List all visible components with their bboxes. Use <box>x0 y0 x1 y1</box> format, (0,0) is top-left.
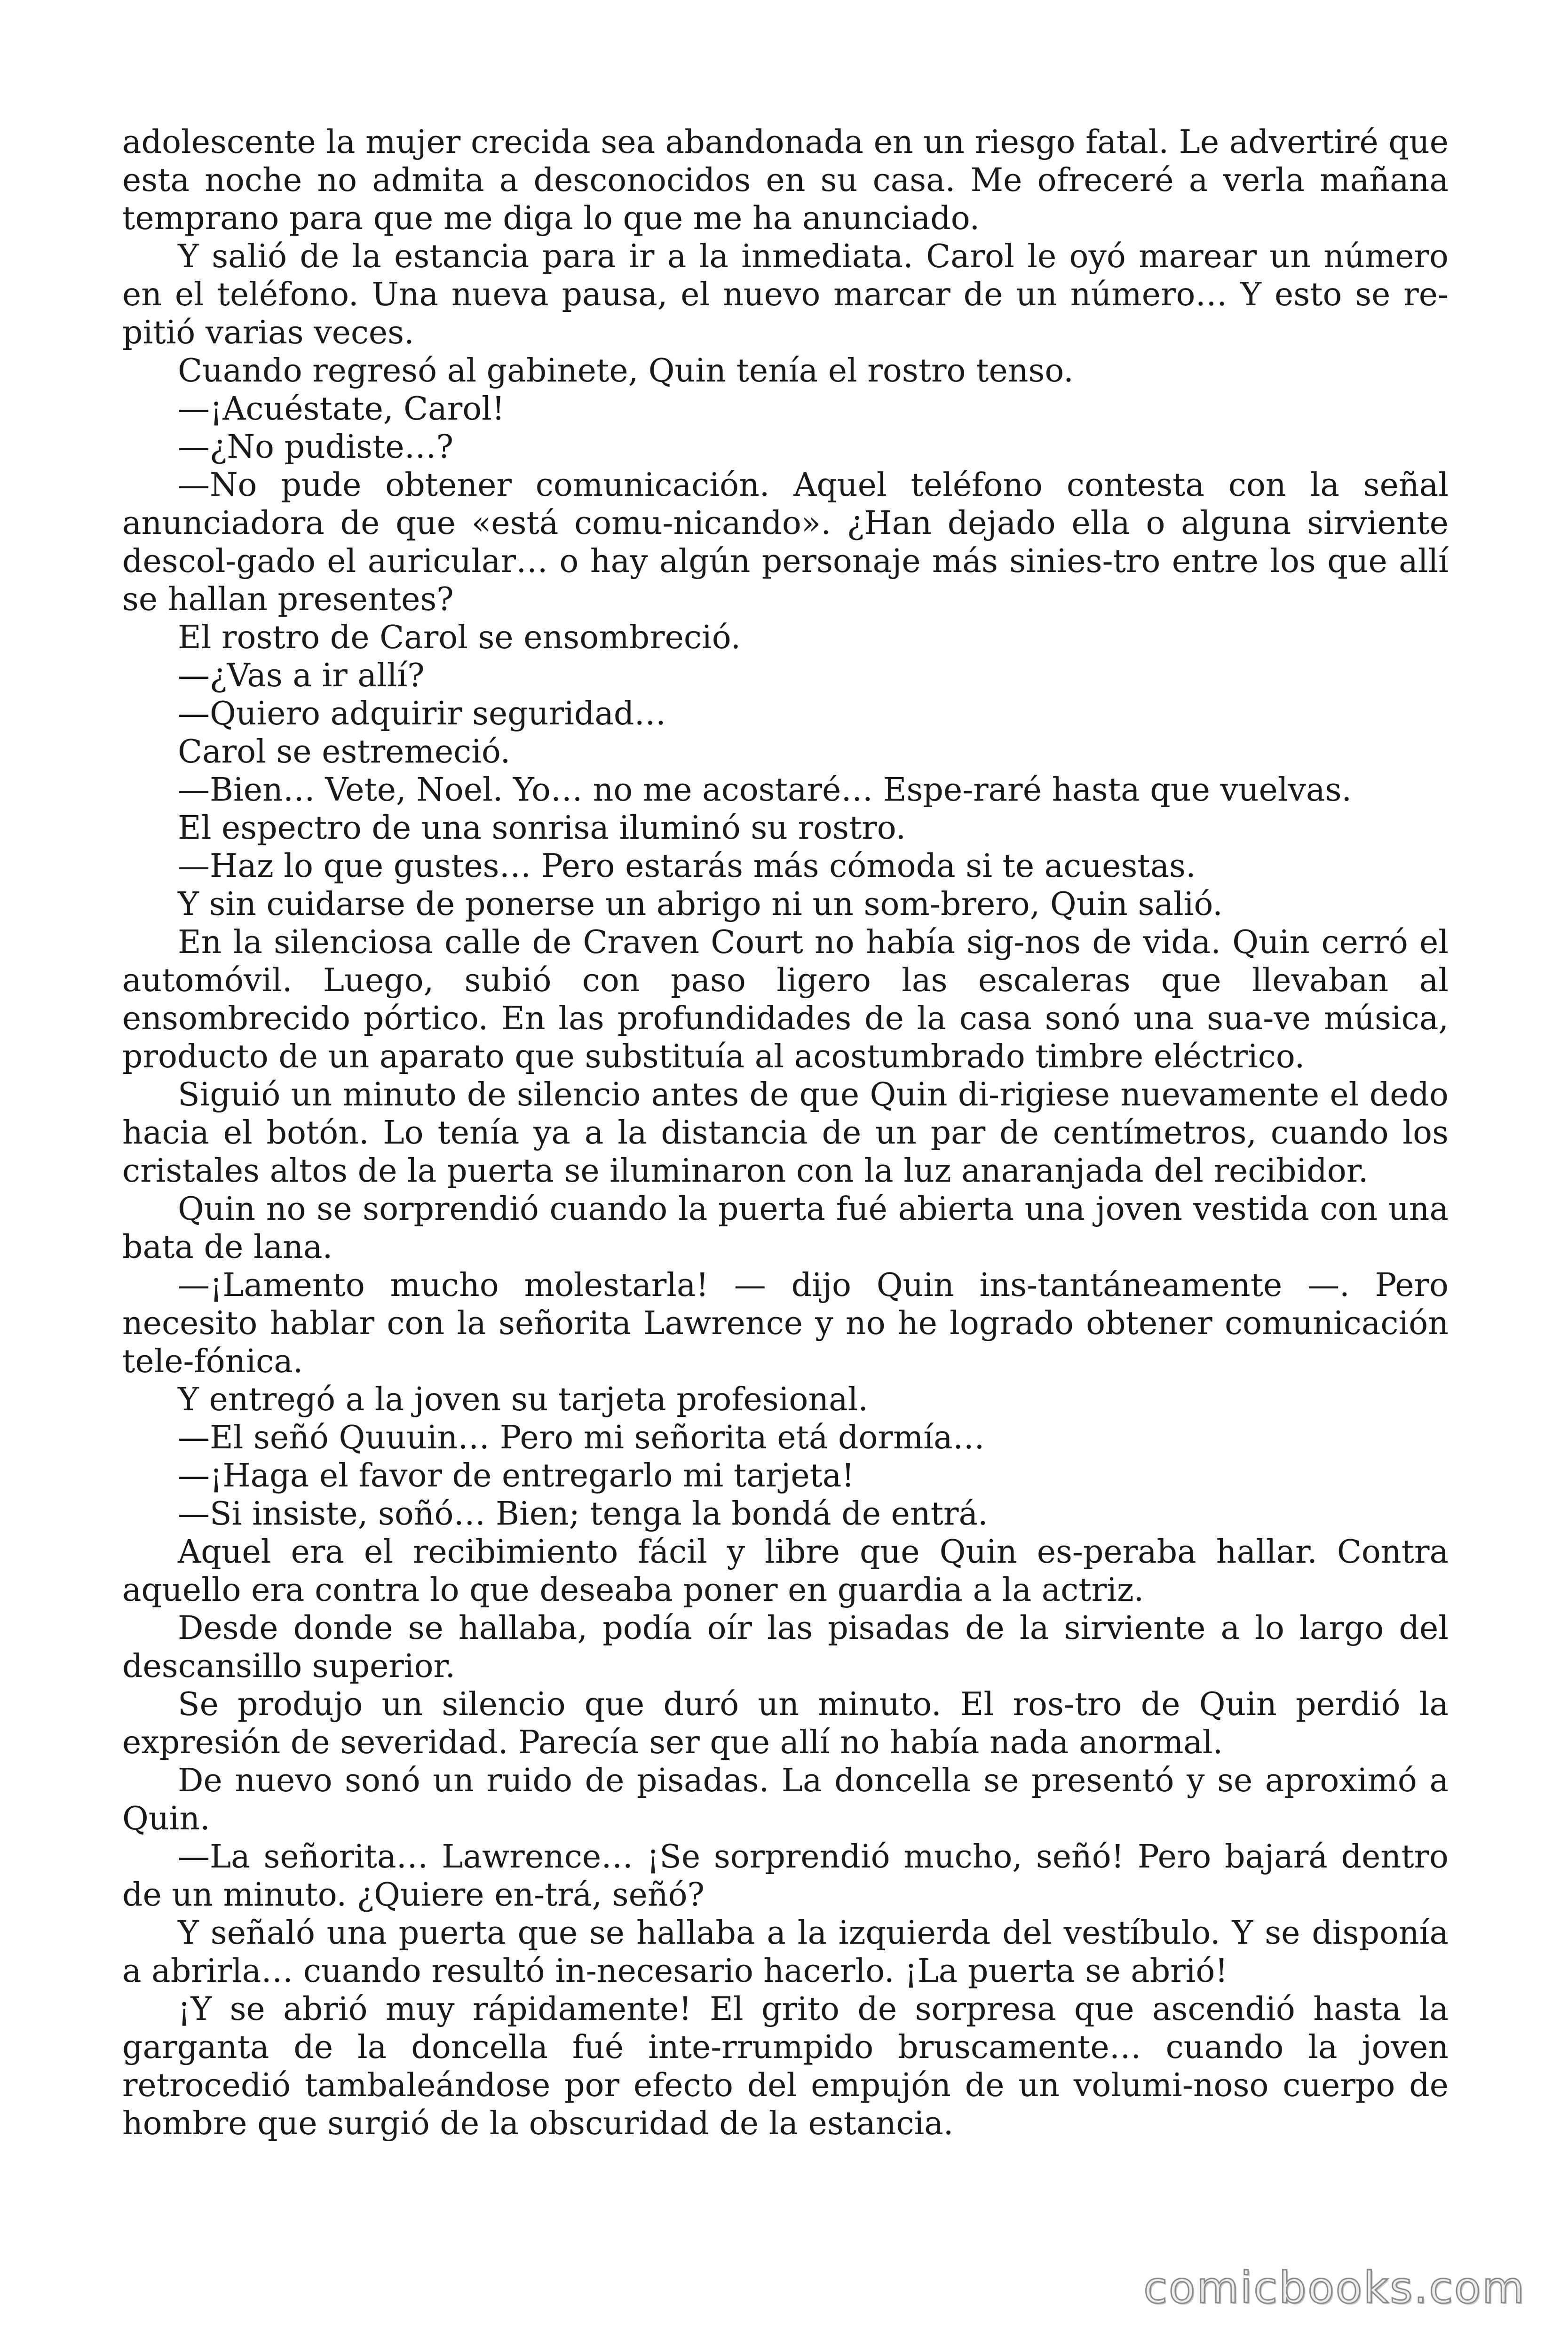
dialogue-line: —¡Acuéstate, Carol! <box>178 390 505 428</box>
dialogue-line: —¿No pudiste…? <box>178 429 454 466</box>
dialogue-line: —¿Vas a ir allí? <box>178 657 425 694</box>
page-body <box>122 123 1449 2143</box>
paragraph: En la silenciosa calle de Craven Court no había sig-nos de vida. Quin cerró el automóvil. Luego, subió con paso ligero las escaleras que llevaban al ensombrecido pórtico. En las profundidades de la casa sonó una sua-ve música, producto de un aparato que substituía al acostumbrado timbre eléctrico. <box>122 924 1449 1075</box>
paragraph: Quin no se sorprendió cuando la puerta fué abierta una joven vestida con una bata de lana. <box>122 1191 1449 1266</box>
paragraph: adolescente la mujer crecida sea abandonada en un riesgo fatal. Le advertiré que esta noche no admita a desconocidos en su casa. Me ofreceré a verla mañana temprano para que me diga lo que me ha anunciado. <box>122 124 1449 237</box>
paragraph: ¡Y se abrió muy rápidamente! El grito de sorpresa que ascendió hasta la garganta de la doncella fué inte-rrumpido bruscamente… cuando la joven retrocedió tambaleándose por efecto del empujón de un volumi-noso cuerpo de hombre que surgió de la obscuridad de la estancia. <box>122 1991 1449 2142</box>
paragraph: El espectro de una sonrisa iluminó su rostro. <box>178 810 906 847</box>
dialogue-line: —No pude obtener comunicación. Aquel teléfono contesta con la señal anunciadora de que «está comu-nicando». ¿Han dejado ella o alguna sirviente descol-gado el auricular… o hay algún personaje más sinies-tro entre los que allí se hallan presentes? <box>122 467 1449 618</box>
paragraph: Se produjo un silencio que duró un minuto. El ros-tro de Quin perdió la expresión de severidad. Parecía ser que allí no había nada anormal. <box>122 1686 1449 1761</box>
dialogue-line: —Haz lo que gustes… Pero estarás más cómoda si te acuestas. <box>178 848 1196 885</box>
paragraph: Aquel era el recibimiento fácil y libre que Quin es-peraba hallar. Contra aquello era contra lo que deseaba poner en guardia a la actriz. <box>122 1534 1449 1609</box>
paragraph: Y salió de la estancia para ir a la inmediata. Carol le oyó marear un número en el teléfono. Una nueva pausa, el nuevo marcar de un número… Y esto se re-pitió varias veces. <box>122 238 1449 351</box>
paragraph: Desde donde se hallaba, podía oír las pisadas de la sirviente a lo largo del descansillo superior. <box>122 1610 1449 1685</box>
dialogue-line: —¡Lamento mucho molestarla! — dijo Quin ins-tantáneamente —. Pero necesito hablar con la señorita Lawrence y no he logrado obtener comunicación tele-fónica. <box>122 1267 1449 1380</box>
watermark: comicbooks.com <box>1143 2263 1526 2313</box>
paragraph: Y señaló una puerta que se hallaba a la izquierda del vestíbulo. Y se disponía a abrirla… cuando resultó in-necesario hacerlo. ¡La puerta se abrió! <box>122 1915 1449 1990</box>
dialogue-line: —Bien… Vete, Noel. Yo… no me acostaré… Espe-raré hasta que vuelvas. <box>178 771 1352 809</box>
dialogue-line: —¡Haga el favor de entregarlo mi tarjeta! <box>178 1457 855 1494</box>
paragraph: De nuevo sonó un ruido de pisadas. La doncella se presentó y se aproximó a Quin. <box>122 1762 1449 1837</box>
paragraph: Y entregó a la joven su tarjeta profesional. <box>178 1381 869 1418</box>
dialogue-line: —El señó Quuuin… Pero mi señorita etá dormía… <box>178 1419 985 1456</box>
dialogue-line: —Si insiste, soñó… Bien; tenga la bondá de entrá. <box>178 1495 988 1533</box>
dialogue-line: —La señorita… Lawrence… ¡Se sorprendió mucho, señó! Pero bajará dentro de un minuto. ¿Quiere en-trá, señó? <box>122 1838 1449 1914</box>
paragraph: El rostro de Carol se ensombreció. <box>178 619 741 656</box>
dialogue-line: —Quiero adquirir seguridad… <box>178 695 666 732</box>
paragraph: Cuando regresó al gabinete, Quin tenía el rostro tenso. <box>178 352 1074 389</box>
paragraph: Y sin cuidarse de ponerse un abrigo ni un som-brero, Quin salió. <box>178 886 1223 923</box>
paragraph: Carol se estremeció. <box>178 733 511 771</box>
paragraph: Siguió un minuto de silencio antes de que Quin di-rigiese nuevamente el dedo hacia el botón. Lo tenía ya a la distancia de un par de centímetros, cuando los cristales altos de la puerta se iluminaron con la luz anaranjada del recibidor. <box>122 1076 1449 1190</box>
